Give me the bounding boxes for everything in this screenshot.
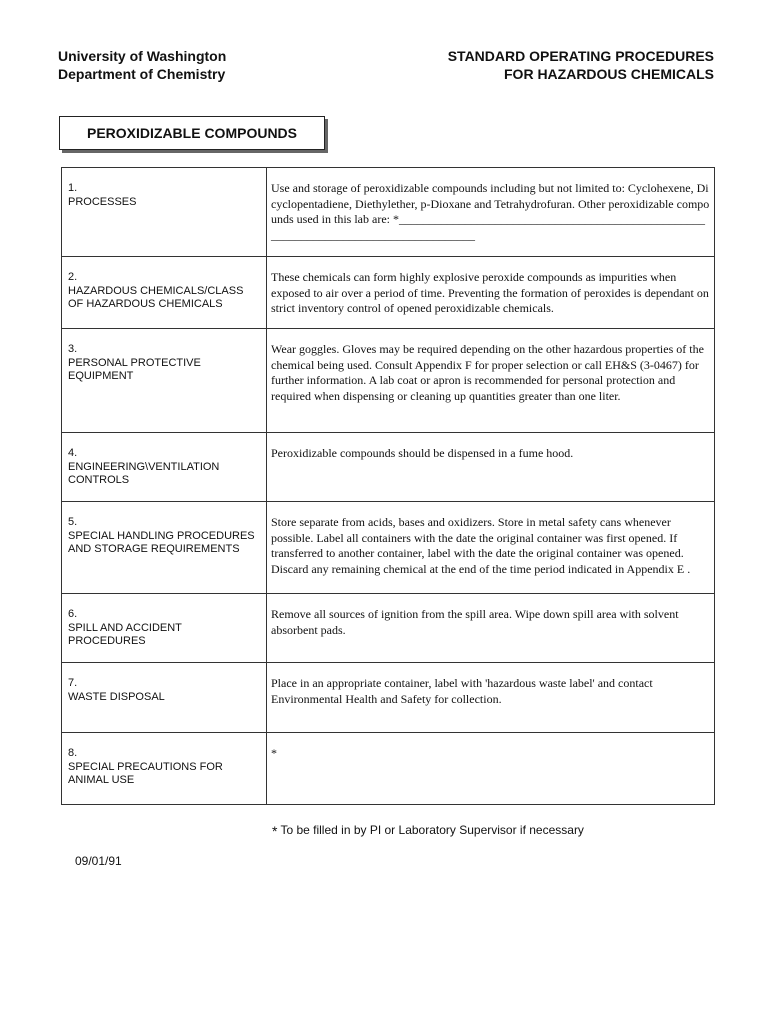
table-row — [62, 594, 715, 663]
table-row — [62, 502, 715, 594]
section-label-cell — [62, 257, 267, 329]
section-number: 4. — [68, 447, 78, 459]
section-label-cell — [62, 663, 267, 733]
section-label-cell — [62, 594, 267, 663]
section-label: SPECIAL HANDLING PROCEDURES AND STORAGE REQUIREMENTS — [68, 529, 255, 555]
section-label-cell — [62, 502, 267, 594]
table-row — [62, 329, 715, 433]
document-header — [448, 47, 714, 83]
table-row — [62, 168, 715, 257]
section-label: ENGINEERING\VENTILATION CONTROLS — [68, 460, 220, 486]
section-label: WASTE DISPOSAL — [68, 690, 165, 703]
table-row — [62, 257, 715, 329]
section-label: SPILL AND ACCIDENT PROCEDURES — [68, 621, 182, 647]
section-text: These chemicals can form highly explosive peroxide compounds as impurities when exposed to air over a period of time. Preventing the formation of peroxides is dependant on strict inventory control of opened peroxidizable chemicals. — [267, 257, 715, 329]
footnote-text: To be filled in by PI or Laboratory Supervisor if necessary — [280, 823, 584, 837]
university-name: University of Washington — [58, 48, 227, 64]
section-label: PROCESSES — [68, 195, 137, 208]
section-label-cell — [62, 168, 267, 257]
section-text: Peroxidizable compounds should be dispensed in a fume hood. — [267, 433, 715, 502]
section-label-cell — [62, 433, 267, 502]
section-number: 3. — [68, 343, 78, 355]
section-number: 8. — [68, 747, 78, 759]
footnote — [272, 823, 584, 839]
section-label: HAZARDOUS CHEMICALS/CLASS OF HAZARDOUS CHEMICALS — [68, 284, 244, 310]
section-label: PERSONAL PROTECTIVE EQUIPMENT — [68, 356, 201, 382]
section-text: Place in an appropriate container, label with 'hazardous waste label' and contact Environmental Health and Safety for collection. — [267, 663, 715, 733]
table-row — [62, 663, 715, 733]
section-text: * — [267, 733, 715, 805]
page-title: PEROXIDIZABLE COMPOUNDS — [59, 116, 325, 150]
org-header — [58, 47, 226, 83]
section-text: Wear goggles. Gloves may be required depending on the other hazardous properties of the chemical being used. Consult Appendix F for proper selection or call EH&S (3-0467) for further information. A lab coat or apron is recommended for personal protection and required when dispensing or cleaning up quantities greater than one liter. — [267, 329, 715, 433]
table-row — [62, 733, 715, 805]
section-label-cell — [62, 329, 267, 433]
section-label: SPECIAL PRECAUTIONS FOR ANIMAL USE — [68, 760, 223, 786]
footnote-marker: * — [272, 823, 278, 839]
doc-title-line1: STANDARD OPERATING PROCEDURES — [447, 48, 714, 64]
section-text: Store separate from acids, bases and oxidizers. Store in metal safety cans whenever possible. Label all containers with the date the original container was first opened. If transferred to another container, label with the date the original container was opened. Discard any remaining chemical at the end of the time period indicated in Appendix E . — [267, 502, 715, 594]
section-text: Remove all sources of ignition from the spill area. Wipe down spill area with solvent absorbent pads. — [267, 594, 715, 663]
doc-title-line2: FOR HAZARDOUS CHEMICALS — [504, 66, 714, 82]
document-date: 09/01/91 — [75, 854, 122, 868]
section-label-cell — [62, 733, 267, 805]
section-number: 1. — [68, 182, 78, 194]
section-number: 7. — [68, 677, 78, 689]
department-name: Department of Chemistry — [58, 66, 226, 82]
section-number: 6. — [68, 608, 78, 620]
table-row — [62, 433, 715, 502]
sop-table — [61, 167, 715, 805]
section-number: 5. — [68, 516, 78, 528]
section-number: 2. — [68, 271, 78, 283]
section-text: Use and storage of peroxidizable compounds including but not limited to: Cyclohexene, Dicyclopentadiene, Diethylether, p-Dioxane and Tetrahydrofuran. Other peroxidizable compounds used in this lab are: *_____________________________________________________________________________________ — [267, 168, 715, 257]
